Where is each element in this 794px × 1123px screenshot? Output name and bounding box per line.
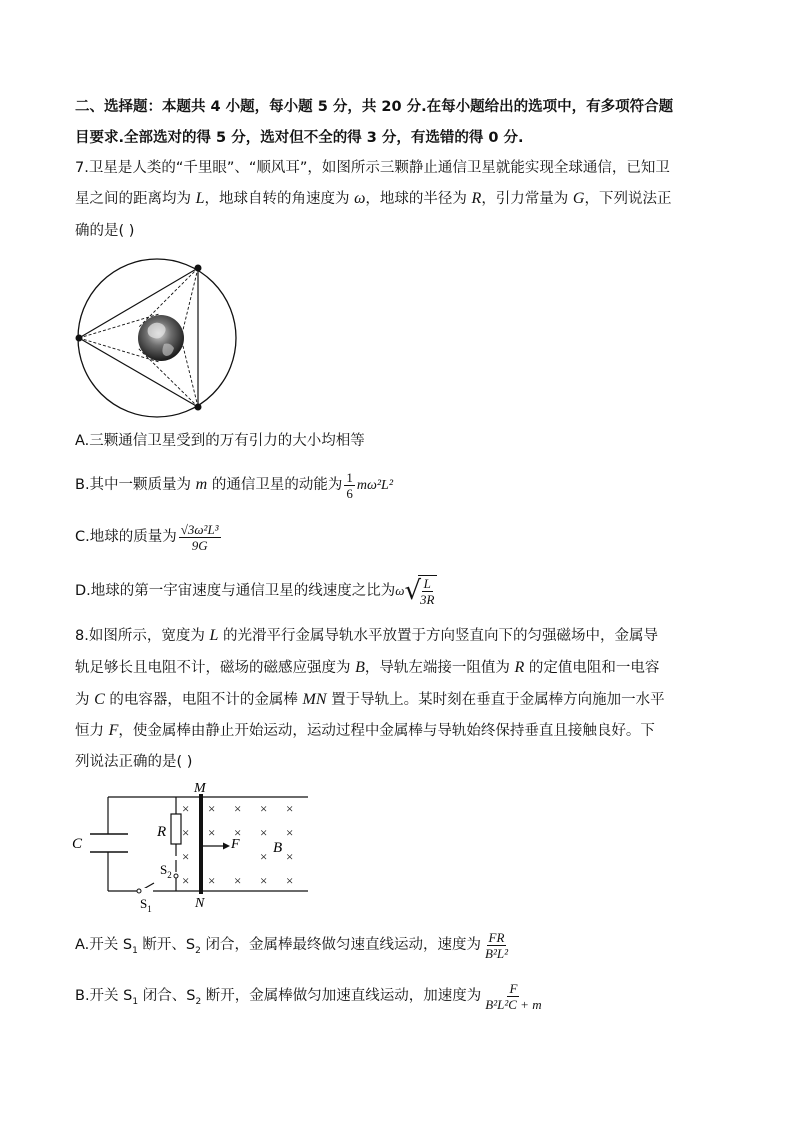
field-cross: × (286, 801, 294, 816)
label-n: N (195, 896, 205, 911)
q7-option-b (75, 468, 393, 503)
q8-a-text: 断开、S (137, 937, 196, 953)
switch-s2-contact (174, 874, 178, 878)
label-c: C (72, 836, 83, 852)
section-heading-line2: 目要求.全部选对的得 5 分，选对但不全的得 3 分，有选错的得 0 分. (75, 130, 524, 146)
q8-b-text: B.开关 S (75, 988, 133, 1004)
q8-a-fraction (483, 930, 510, 961)
q7-option-d (75, 574, 439, 608)
q8-text: 的光滑平行金属导轨水平放置于方向竖直向下的匀强磁场中，金属导 (218, 628, 658, 644)
field-cross: × (260, 873, 268, 888)
q7-b-expr: mω²L² (356, 478, 394, 493)
q8-text: 的定值电阻和一电容 (524, 660, 660, 676)
satellite-dot (195, 265, 202, 272)
earth (138, 315, 184, 361)
q8-stem-line4 (75, 721, 655, 741)
q7-b-text: 的通信卫星的动能为 (207, 477, 343, 493)
q7-stem-line2 (75, 189, 671, 209)
field-cross: × (208, 825, 216, 840)
q8-b-sub: 2 (195, 996, 202, 1007)
sqrt-sign: √ (404, 576, 422, 606)
q8-circuit-figure (68, 780, 318, 915)
q7-b-text: B.其中一颗质量为 (75, 477, 196, 493)
frac-num: L (423, 576, 431, 591)
q8-b-sub: 1 (132, 996, 139, 1007)
q7-d-omega: ω (395, 583, 405, 598)
force-arrowhead (223, 843, 230, 850)
field-cross: × (182, 849, 190, 864)
q8-var-B: B (355, 659, 365, 676)
q7-option-a: A.三颗通信卫星受到的万有引力的大小均相等 (75, 433, 365, 449)
q8-text: ，导轨左端接一阻值为 (364, 660, 515, 676)
field-cross: × (182, 825, 190, 840)
field-cross: × (260, 801, 268, 816)
q8-a-sub: 2 (195, 945, 201, 956)
q8-text: 置于导轨上。某时刻在垂直于金属棒方向施加一水平 (326, 692, 665, 708)
field-cross: × (182, 873, 190, 888)
q8-option-a (75, 928, 512, 968)
q8-text: 8.如图所示，宽度为 (75, 628, 210, 644)
q8-text: ，使金属棒由静止开始运动，运动过程中金属棒与导轨始终保持垂直且接触良好。下 (118, 723, 655, 739)
q7-c-fraction (179, 522, 221, 553)
q7-d-text: D.地球的第一宇宙速度与通信卫星的线速度之比为 (75, 583, 396, 599)
q8-b-text: 断开，金属棒做匀加速直线运动，加速度为 (201, 988, 482, 1004)
q8-stem-line2 (75, 658, 659, 678)
frac-num: √3ω²L³ (180, 521, 219, 537)
label-r: R (157, 824, 167, 840)
q8-a-sub: 1 (132, 945, 138, 956)
field-cross: × (182, 801, 190, 816)
field-cross: × (234, 873, 242, 888)
q8-stem-line1 (75, 626, 658, 646)
label-s1: $S_1$ (140, 896, 152, 914)
frac-den: 6 (346, 485, 353, 501)
q7-text: ，下列说法正 (584, 191, 672, 207)
q7-text: ，引力常量为 (481, 191, 573, 207)
q8-stem-line5: 列说法正确的是( ) (75, 754, 193, 770)
frac-den: B²L² (485, 945, 508, 961)
q8-var-MN: MN (302, 691, 327, 708)
q8-a-text: 闭合，金属棒最终做匀速直线运动，速度为 (200, 937, 481, 953)
q7-b-var-m: m (195, 476, 208, 493)
q7-stem-line3: 确的是( ) (75, 223, 135, 239)
q7-var-G: G (572, 190, 585, 207)
q7-text: ，地球自转的角速度为 (204, 191, 355, 207)
frac-den: 3R (420, 592, 435, 607)
q7-d-fraction (418, 575, 436, 607)
label-m: M (194, 781, 206, 796)
resistor (171, 814, 181, 844)
field-cross: × (208, 873, 216, 888)
q8-var-C: C (94, 691, 105, 708)
frac-num: 1 (346, 469, 353, 485)
field-cross: × (234, 801, 242, 816)
q7-text: ，地球的半径为 (365, 191, 472, 207)
field-cross: × (286, 825, 294, 840)
field-cross: × (234, 825, 242, 840)
q7-var-omega: ω (354, 190, 366, 207)
q7-c-text: C.地球的质量为 (75, 529, 177, 545)
label-b: B (273, 840, 283, 856)
q8-var-L: L (209, 627, 219, 644)
switch-s1-contact (137, 889, 141, 893)
field-cross: × (208, 801, 216, 816)
field-cross: × (260, 825, 268, 840)
satellite-dot (195, 404, 202, 411)
q7-text: 星之间的距离均为 (75, 191, 196, 207)
q8-text: 的电容器，电阻不计的金属棒 (104, 692, 303, 708)
frac-num: FR (488, 929, 505, 945)
q8-b-text: 闭合、S (138, 988, 196, 1004)
q7-b-fraction (344, 470, 355, 501)
frac-num: F (509, 980, 518, 996)
q7-option-c (75, 520, 223, 554)
q8-option-b (75, 979, 546, 1019)
q7-satellite-figure (74, 258, 244, 418)
label-f: F (231, 837, 240, 852)
field-cross: × (286, 849, 294, 864)
q8-var-R: R (514, 659, 525, 676)
frac-den: B²L²C + m (485, 996, 542, 1012)
label-s2: $S_2$ (160, 862, 172, 880)
q7-var-L: L (195, 190, 205, 207)
field-cross: × (286, 873, 294, 888)
q8-text: 轨足够长且电阻不计，磁场的磁感应强度为 (75, 660, 356, 676)
q8-stem-line3 (75, 690, 665, 710)
q8-text: 恒力 (75, 723, 109, 739)
q8-b-fraction (483, 981, 543, 1012)
section-heading-line1: 二、选择题：本题共 4 小题，每小题 5 分，共 20 分.在每小题给出的选项中，有多项符合题 (75, 99, 674, 115)
q7-stem-line1: 7.卫星是人类的“千里眼”、“顺风耳”，如图所示三颗静止通信卫星就能实现全球通信，已知卫 (75, 160, 670, 176)
q8-var-F: F (108, 722, 119, 739)
q8-text: 为 (75, 692, 95, 708)
q8-a-text: A.开关 S (75, 937, 133, 953)
field-cross: × (260, 849, 268, 864)
q7-var-R: R (471, 190, 482, 207)
satellite-dot (76, 335, 83, 342)
frac-den: 9G (191, 537, 208, 553)
